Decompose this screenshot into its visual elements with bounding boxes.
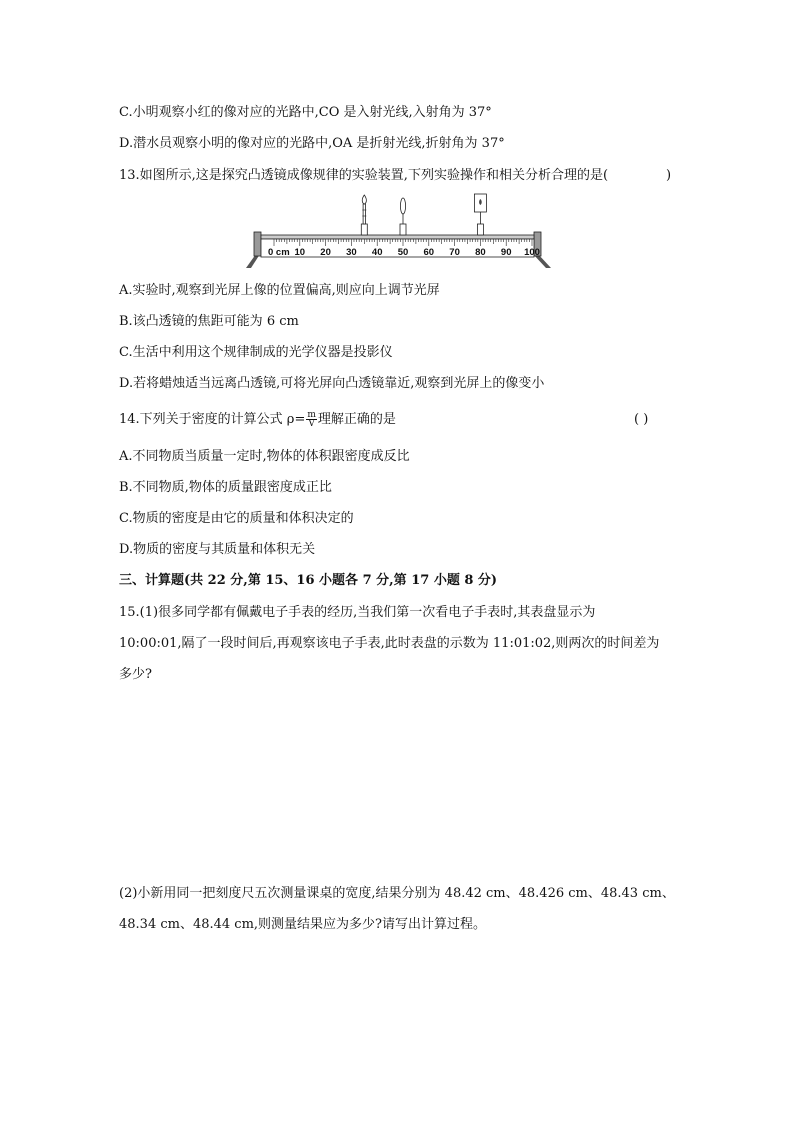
rail-top — [261, 235, 534, 239]
ruler-tick-label: 60 — [423, 247, 435, 258]
q15-part1-line3: 多少? — [119, 667, 152, 682]
formula-denominator: V — [308, 419, 315, 429]
ruler-unit-label: 0 cm — [268, 247, 290, 258]
ruler-tick-label: 80 — [475, 247, 486, 258]
q14-stem-before: 14.下列关于密度的计算公式 ρ= — [119, 412, 306, 427]
q14-option-a: A.不同物质当质量一定时,物体的体积跟密度成反比 — [119, 449, 410, 464]
q15-part2-line1: (2)小新用同一把刻度尺五次测量课桌的宽度,结果分别为 48.42 cm、48.426 cm、48.43 cm、 — [119, 886, 675, 901]
convex-lens — [400, 198, 406, 235]
q13-option-a: A.实验时,观察到光屏上像的位置偏高,则应向上调节光屏 — [119, 283, 440, 298]
q15-part1-line2: 10:00:01,隔了一段时间后,再观察该电子手表,此时表盘的示数为 11:01:02,则两次的时间差为 — [119, 636, 660, 651]
section-3-heading: 三、计算题(共 22 分,第 15、16 小题各 7 分,第 17 小题 8 分) — [119, 573, 498, 588]
q13-option-b: B.该凸透镜的焦距可能为 6 cm — [119, 314, 299, 329]
ruler-tick-label: 40 — [371, 247, 383, 258]
q12-option-c: C.小明观察小红的像对应的光路中,CO 是入射光线,入射角为 37° — [119, 105, 492, 120]
optical-bench-figure — [238, 192, 554, 272]
q13-option-c: C.生活中利用这个规律制成的光学仪器是投影仪 — [119, 345, 393, 360]
light-screen — [474, 194, 486, 235]
q14-option-b: B.不同物质,物体的质量跟密度成正比 — [119, 480, 332, 495]
q12-option-d: D.潜水员观察小明的像对应的光路中,OA 是折射光线,折射角为 37° — [119, 136, 505, 151]
density-formula-fraction — [306, 411, 317, 428]
q14-stem — [119, 411, 396, 429]
ruler-tick-label: 20 — [320, 247, 331, 258]
q14-option-c: C.物质的密度是由它的质量和体积决定的 — [119, 511, 354, 526]
q14-option-d: D.物质的密度与其质量和体积无关 — [119, 542, 316, 557]
ruler-tick-label: 90 — [500, 247, 512, 258]
q14-stem-after: 理解正确的是 — [317, 412, 396, 427]
candle-flame — [362, 195, 366, 204]
q14-answer-paren: ( ) — [634, 412, 649, 427]
ruler-tick-label: 70 — [449, 247, 460, 258]
ruler-tick-label: 100 — [524, 247, 540, 258]
ruler-tick-label: 50 — [397, 247, 409, 258]
candle — [361, 195, 367, 235]
left-end-post — [254, 232, 261, 256]
q15-part2-line2: 48.34 cm、48.44 cm,则测量结果应为多少?请写出计算过程。 — [119, 917, 487, 932]
ruler-tick-label: 30 — [346, 247, 357, 258]
ruler-tick-label: 10 — [294, 247, 306, 258]
q13-stem-text: 13.如图所示,这是探究凸透镜成像规律的实验装置,下列实验操作和相关分析合理的是( — [119, 168, 609, 183]
q15-part1-line1: 15.(1)很多同学都有佩戴电子手表的经历,当我们第一次看电子手表时,其表盘显示为 — [119, 605, 596, 620]
q13-stem — [119, 167, 608, 185]
formula-numerator: m — [307, 410, 316, 420]
q13-answer-paren-close: ) — [666, 168, 672, 183]
q13-option-d: D.若将蜡烛适当远离凸透镜,可将光屏向凸透镜靠近,观察到光屏上的像变小 — [119, 376, 545, 391]
